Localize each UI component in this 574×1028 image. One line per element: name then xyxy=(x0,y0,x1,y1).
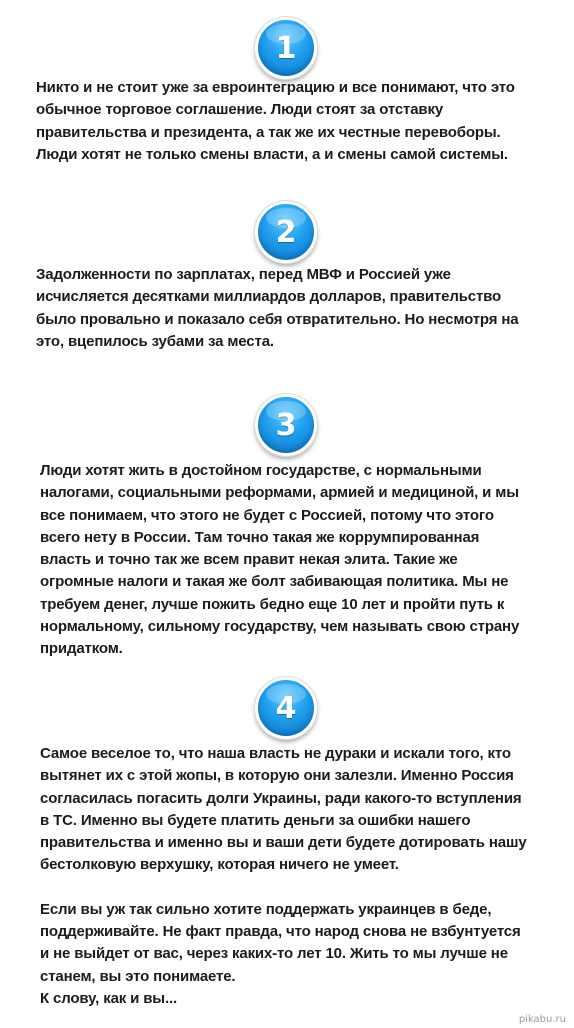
text-line: Никто и не стоит уже за евроинтеграцию и все понимают, что это xyxy=(36,79,515,96)
number-badge-3 xyxy=(255,394,317,456)
text-line: придатком. xyxy=(40,640,123,658)
text-line: поддерживайте. Не факт правда, что народ снова не взбунтуется xyxy=(40,923,521,941)
section-1-text xyxy=(36,77,515,166)
text-line: К слову, как и вы... xyxy=(40,989,178,1007)
section-4-text xyxy=(40,743,527,1010)
text-line: всего нету в России. Там точно такая же коррумпированная xyxy=(40,528,480,546)
section-2-text xyxy=(36,264,518,353)
text-line: в ТС. Именно вы будете платить деньги за ошибки нашего xyxy=(40,811,471,829)
text-line: требуем денег, лучше пожить бедно еще 10 лет и пройти путь к xyxy=(40,595,505,613)
text-line: Люди хотят не только смены власти, а и смены самой системы. xyxy=(36,145,508,163)
text-line: это, вцепилось зубами за места. xyxy=(36,332,274,350)
text-line: правительства и президента, а так же их честные перевоборы. xyxy=(36,123,501,141)
text-line: Задолженности по зарплатах, перед МВФ и Россией уже xyxy=(36,266,451,283)
text-line: и не выйдет от вас, через каких-то лет 10. Жить то мы лучше не xyxy=(40,945,508,963)
badge-number: 1 xyxy=(275,30,297,66)
text-line: нормальному, сильному государству, чем называть свою страну xyxy=(40,618,520,636)
text-line: все понимаем, что этого не будет с Россией, потому что этого xyxy=(40,506,494,524)
text-line: станем, вы это понимаете. xyxy=(40,967,236,985)
text-line: власть и точно так же всем правит некая элита. Такие же xyxy=(40,551,458,569)
text-line: правительства и именно вы и ваши дети будете дотировать нашу xyxy=(40,834,527,852)
text-line: было провально и показало себя отвратительно. Но несмотря на xyxy=(36,310,519,328)
number-badge-1 xyxy=(255,17,317,79)
text-line: налогами, социальными реформами, армией и медициной, и мы xyxy=(40,484,519,502)
text-line: вытянет их с этой жопы, в которую они залезли. Именно Россия xyxy=(40,767,514,785)
badge-number: 2 xyxy=(275,214,297,250)
text-line: Самое веселое то, что наша власть не дураки и искали того, кто xyxy=(40,745,511,762)
number-badge-2 xyxy=(255,201,317,263)
text-line: Люди хотят жить в достойном государстве, с нормальными xyxy=(40,462,482,479)
site-watermark: pikabu.ru xyxy=(518,1014,566,1025)
section-3-text xyxy=(40,460,519,661)
badge-number: 4 xyxy=(275,690,297,726)
text-line: обычное торговое соглашение. Люди стоят за отставку xyxy=(36,101,444,119)
text-line: огромные налоги и такая же болт забивающая политика. Мы не xyxy=(40,573,509,591)
text-line: бестолковую верхушку, которая ничего не умеет. xyxy=(40,856,399,874)
text-line: Если вы уж так сильно хотите поддержать украинцев в беде, xyxy=(40,900,492,918)
text-line: согласилась погасить долги Украины, ради какого-то вступления xyxy=(40,789,522,807)
number-badge-4 xyxy=(255,677,317,739)
text-line: исчисляется десятками миллиардов долларов, правительство xyxy=(36,288,502,306)
paragraph-gap xyxy=(40,877,527,899)
badge-number: 3 xyxy=(275,407,297,443)
